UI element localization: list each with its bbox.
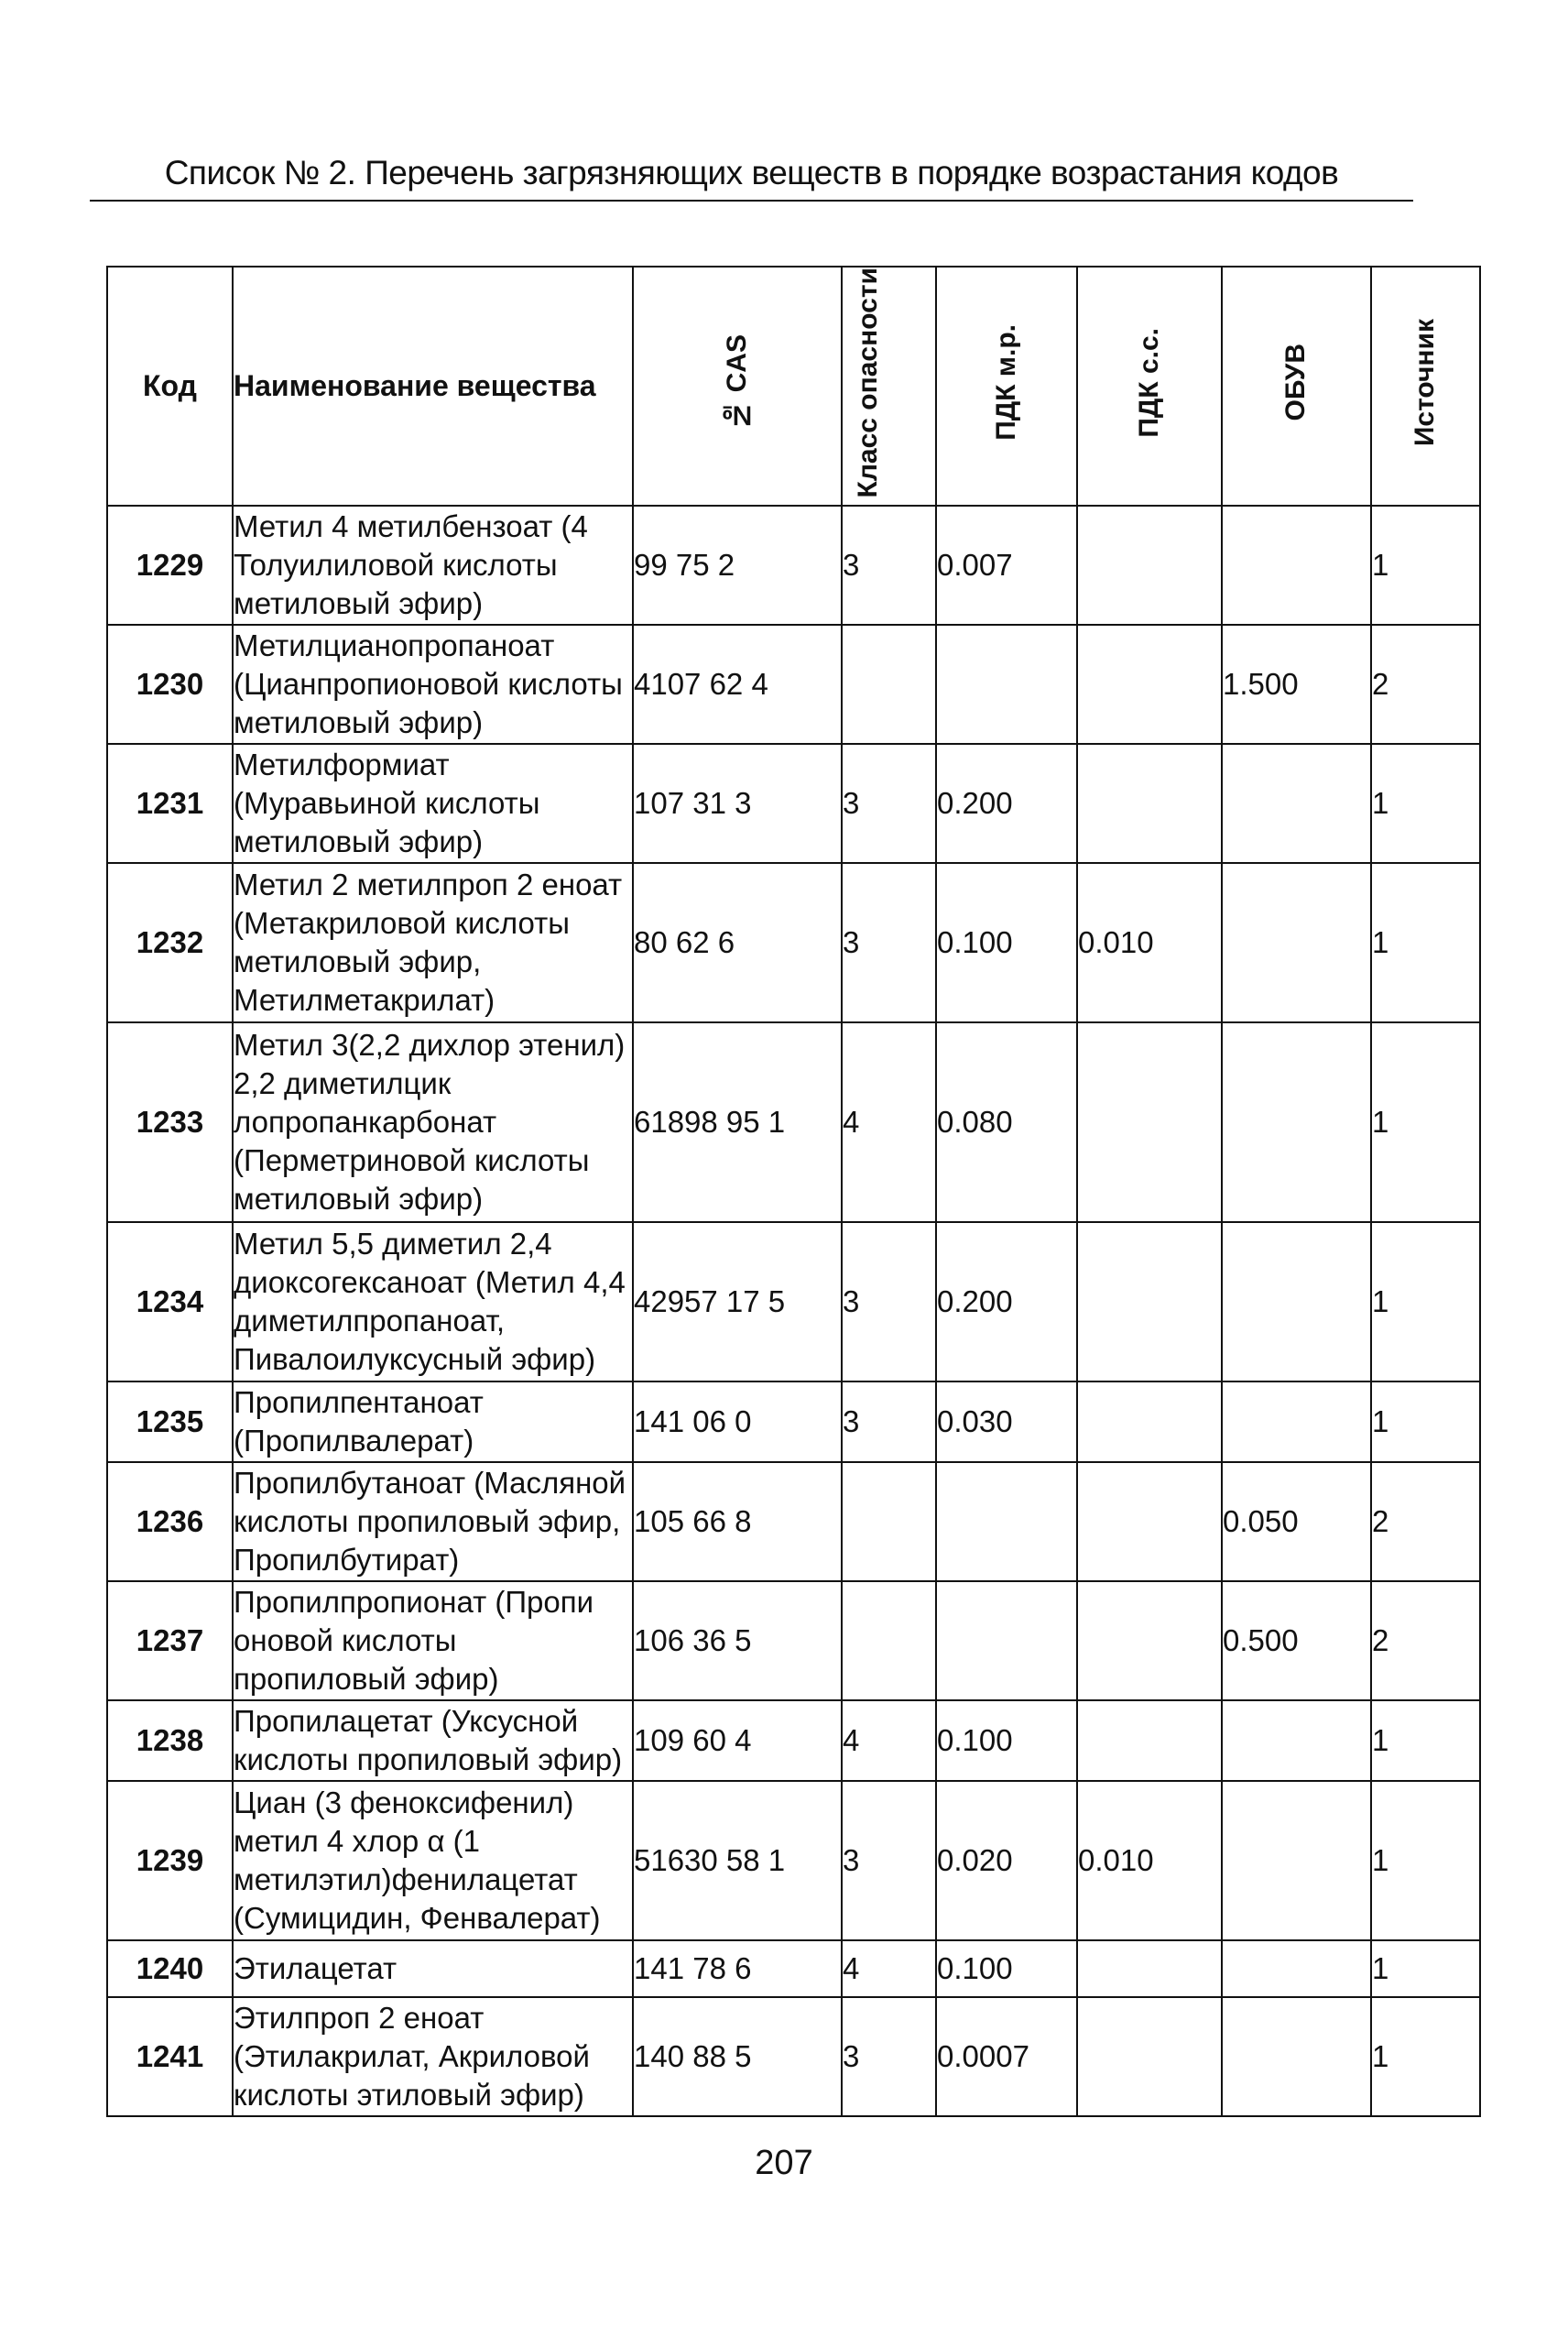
cell-pdk-ss [1077,1700,1222,1781]
cell-source: 2 [1371,1581,1480,1700]
cell-name: Метил 5,5 диметил 2,4 диоксогексаноат (Метил 4,4 диметилпропаноат, Пивалоилуксусный эфир) [233,1222,633,1381]
cell-source: 1 [1371,1940,1480,1997]
cell-name: Метилформиат (Муравьиной кислоты метиловый эфир) [233,744,633,863]
cell-hazard-class [842,625,936,744]
cell-pdk-ss [1077,1997,1222,2116]
cell-cas: 109 60 4 [633,1700,842,1781]
cell-pdk-mr [936,625,1077,744]
cell-source: 1 [1371,863,1480,1022]
table-row [107,625,1480,744]
cell-pdk-mr: 0.100 [936,1940,1077,1997]
cell-source: 1 [1371,744,1480,863]
cell-code: 1232 [107,863,233,1022]
cell-obuv [1222,744,1371,863]
header-cas-label: № CAS [721,334,752,431]
cell-hazard-class: 4 [842,1700,936,1781]
cell-obuv [1222,1997,1371,2116]
cell-obuv [1222,1381,1371,1462]
cell-pdk-ss: 0.010 [1077,1781,1222,1940]
cell-hazard-class: 4 [842,1940,936,1997]
cell-obuv: 0.500 [1222,1581,1371,1700]
cell-code: 1237 [107,1581,233,1700]
cell-cas: 141 06 0 [633,1381,842,1462]
header-obuv [1222,267,1371,506]
cell-pdk-mr: 0.080 [936,1022,1077,1222]
cell-name: Метилцианопропаноат (Цианпропионовой кислоты метиловый эфир) [233,625,633,744]
cell-code: 1230 [107,625,233,744]
header-pdk-mr-label: ПДК м.р. [990,324,1021,442]
cell-pdk-ss [1077,1581,1222,1700]
cell-cas: 51630 58 1 [633,1781,842,1940]
cell-cas: 61898 95 1 [633,1022,842,1222]
cell-source: 1 [1371,1222,1480,1381]
header-source-label: Источник [1410,319,1441,447]
cell-pdk-ss [1077,625,1222,744]
cell-hazard-class: 4 [842,1022,936,1222]
header-cas [633,267,842,506]
cell-pdk-mr: 0.200 [936,744,1077,863]
cell-source: 1 [1371,1381,1480,1462]
cell-cas: 140 88 5 [633,1997,842,2116]
header-source [1371,267,1480,506]
cell-code: 1238 [107,1700,233,1781]
cell-code: 1239 [107,1781,233,1940]
cell-hazard-class: 3 [842,744,936,863]
cell-pdk-mr: 0.100 [936,863,1077,1022]
cell-pdk-mr: 0.030 [936,1381,1077,1462]
cell-cas: 42957 17 5 [633,1222,842,1381]
cell-obuv [1222,1781,1371,1940]
header-pdk-mr [936,267,1077,506]
cell-cas: 80 62 6 [633,863,842,1022]
table-row [107,506,1480,625]
cell-code: 1229 [107,506,233,625]
cell-pdk-ss [1077,744,1222,863]
table-row [107,1022,1480,1222]
cell-obuv: 0.050 [1222,1462,1371,1581]
cell-pdk-ss: 0.010 [1077,863,1222,1022]
table-row [107,1462,1480,1581]
cell-pdk-ss [1077,1022,1222,1222]
cell-source: 2 [1371,625,1480,744]
cell-name: Циан (3 феноксифенил) метил 4 хлор α (1 метилэтил)фенилацетат (Сумицидин, Фенвалерат) [233,1781,633,1940]
cell-pdk-ss [1077,1462,1222,1581]
table-row [107,1381,1480,1462]
cell-source: 1 [1371,1022,1480,1222]
cell-code: 1241 [107,1997,233,2116]
table-row [107,1781,1480,1940]
header-code: Код [107,267,233,506]
cell-cas: 4107 62 4 [633,625,842,744]
cell-name: Пропилпентаноат (Пропилвалерат) [233,1381,633,1462]
substances-table [106,266,1481,2117]
header-pdk-ss [1077,267,1222,506]
cell-name: Этилацетат [233,1940,633,1997]
cell-obuv [1222,1940,1371,1997]
cell-cas: 107 31 3 [633,744,842,863]
cell-pdk-ss [1077,506,1222,625]
cell-hazard-class: 3 [842,1381,936,1462]
cell-name: Метил 3(2,2 дихлор этенил) 2,2 диметилцик лопропанкарбонат (Перметриновой кислоты метиловый эфир) [233,1022,633,1222]
cell-hazard-class: 3 [842,506,936,625]
table-header-row [107,267,1480,506]
cell-code: 1231 [107,744,233,863]
header-pdk-ss-label: ПДК с.с. [1133,327,1164,438]
cell-hazard-class: 3 [842,1781,936,1940]
table-row [107,1581,1480,1700]
cell-pdk-mr: 0.200 [936,1222,1077,1381]
cell-code: 1235 [107,1381,233,1462]
table-row [107,1222,1480,1381]
table-row [107,744,1480,863]
cell-name: Метил 2 метилпроп 2 еноат (Метакриловой кислоты метиловый эфир, Метилметакрилат) [233,863,633,1022]
cell-name: Пропилбутаноат (Масляной кислоты пропиловый эфир, Пропилбутират) [233,1462,633,1581]
cell-hazard-class [842,1462,936,1581]
cell-obuv [1222,863,1371,1022]
cell-obuv [1222,1022,1371,1222]
cell-pdk-mr: 0.0007 [936,1997,1077,2116]
cell-code: 1236 [107,1462,233,1581]
cell-hazard-class: 3 [842,1997,936,2116]
cell-cas: 141 78 6 [633,1940,842,1997]
table-row [107,863,1480,1022]
cell-pdk-ss [1077,1222,1222,1381]
cell-code: 1234 [107,1222,233,1381]
cell-hazard-class: 3 [842,863,936,1022]
cell-pdk-mr [936,1462,1077,1581]
cell-name: Этилпроп 2 еноат (Этилакрилат, Акриловой кислоты этиловый эфир) [233,1997,633,2116]
cell-cas: 99 75 2 [633,506,842,625]
cell-obuv [1222,1700,1371,1781]
table-row [107,1700,1480,1781]
header-hazard-class [842,267,936,506]
cell-code: 1233 [107,1022,233,1222]
page-number: 207 [755,2144,813,2182]
cell-pdk-mr: 0.020 [936,1781,1077,1940]
cell-source: 1 [1371,1781,1480,1940]
cell-obuv [1222,506,1371,625]
header-obuv-label: ОБУВ [1280,344,1312,421]
cell-name: Пропилпропионат (Пропи оновой кислоты пропиловый эфир) [233,1581,633,1700]
page-title: Список № 2. Перечень загрязняющих веществ в порядке возрастания кодов [164,154,1339,191]
cell-obuv: 1.500 [1222,625,1371,744]
cell-cas: 105 66 8 [633,1462,842,1581]
cell-pdk-ss [1077,1381,1222,1462]
cell-code: 1240 [107,1940,233,1997]
cell-source: 1 [1371,1700,1480,1781]
header-hazard-class-label: Класс опасности [852,268,883,498]
table-row [107,1940,1480,1997]
title-divider [90,200,1413,202]
cell-source: 1 [1371,1997,1480,2116]
cell-source: 1 [1371,506,1480,625]
cell-hazard-class: 3 [842,1222,936,1381]
cell-obuv [1222,1222,1371,1381]
cell-pdk-ss [1077,1940,1222,1997]
cell-pdk-mr: 0.100 [936,1700,1077,1781]
cell-hazard-class [842,1581,936,1700]
cell-cas: 106 36 5 [633,1581,842,1700]
cell-source: 2 [1371,1462,1480,1581]
cell-pdk-mr [936,1581,1077,1700]
cell-name: Пропилацетат (Уксусной кислоты пропиловый эфир) [233,1700,633,1781]
header-name: Наименование вещества [233,267,633,506]
cell-pdk-mr: 0.007 [936,506,1077,625]
table-row [107,1997,1480,2116]
cell-name: Метил 4 метилбензоат (4 Толуилиловой кислоты метиловый эфир) [233,506,633,625]
